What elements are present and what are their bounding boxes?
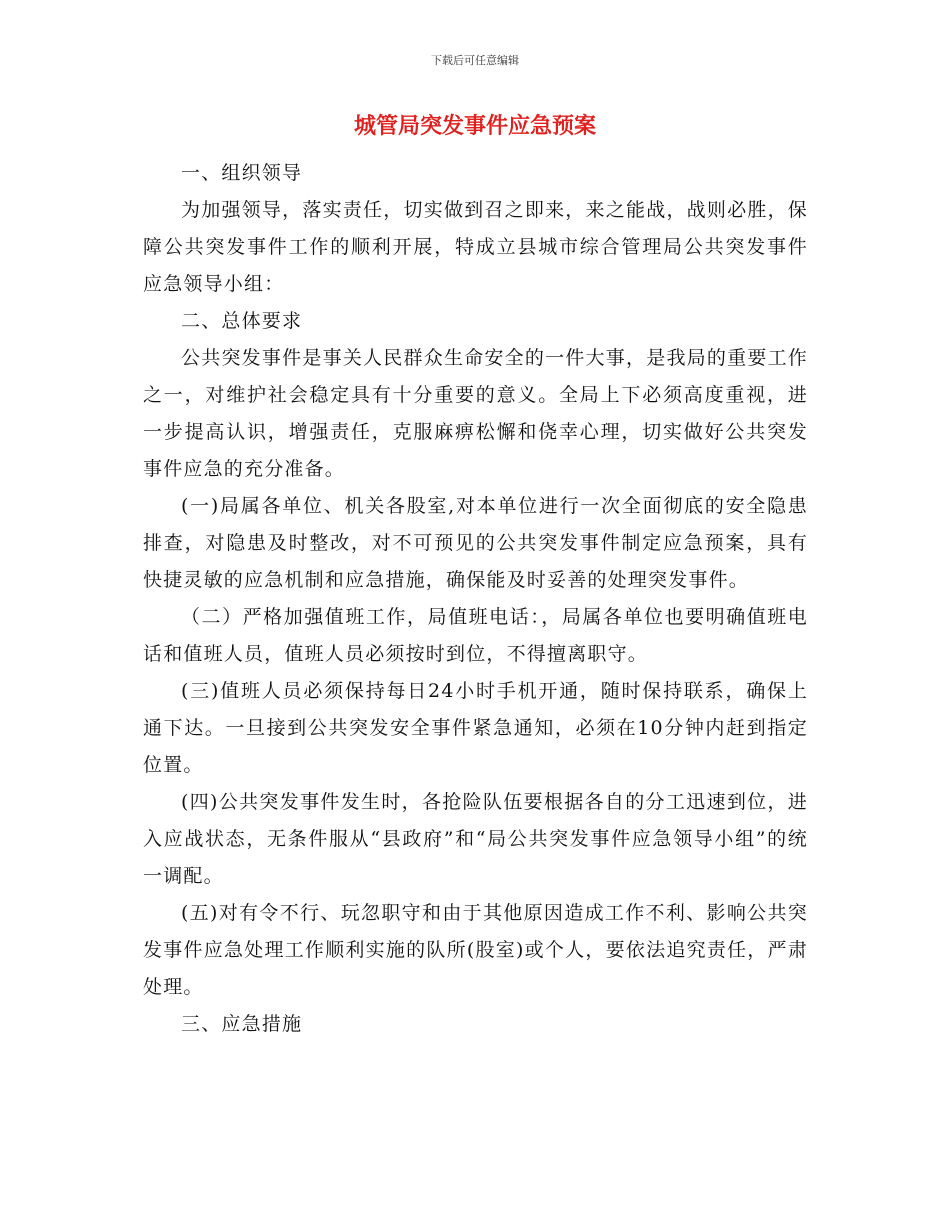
section-heading-organization: 一、组织领导 [181,162,303,184]
paragraph-item-4: (四)公共突发事件发生时，各抢险队伍要根据各自的分工迅速到位，进入应战状态，无条件服从“县政府”和“局公共突发事件应急领导小组”的统一调配。 [143,791,808,887]
section-heading-measures: 三、应急措施 [181,1013,303,1035]
paragraph-organization: 为加强领导，落实责任，切实做到召之即来，来之能战，战则必胜，保障公共突发事件工作的顺利开展，特成立县城市综合管理局公共突发事件应急领导小组： [143,199,808,295]
page-header-note: 下载后可任意编辑 [431,54,519,67]
paragraph-item-3: (三)值班人员必须保持每日24小时手机开通，随时保持联系，确保上通下达。一旦接到公共突发安全事件紧急通知，必须在10分钟内赶到指定位置。 [143,680,808,776]
section-heading-requirements: 二、总体要求 [181,310,303,332]
document-title: 城管局突发事件应急预案 [353,114,596,139]
paragraph-item-2: （二）严格加强值班工作，局值班电话：，局属各单位也要明确值班电话和值班人员，值班人员必须按时到位，不得擅离职守。 [143,606,808,665]
document-body [143,155,808,1043]
paragraph-item-1: (一)局属各单位、机关各股室,对本单位进行一次全面彻底的安全隐患排查，对隐患及时整改，对不可预见的公共突发事件制定应急预案，具有快捷灵敏的应急机制和应急措施，确保能及时妥善的处理突发事件。 [143,495,808,591]
paragraph-requirements: 公共突发事件是事关人民群众生命安全的一件大事，是我局的重要工作之一，对维护社会稳定具有十分重要的意义。全局上下必须高度重视，进一步提高认识，增强责任，克服麻痹松懈和侥幸心理，切实做好公共突发事件应急的充分准备。 [143,347,808,480]
paragraph-item-5: (五)对有令不行、玩忽职守和由于其他原因造成工作不利、影响公共突发事件应急处理工作顺利实施的队所(股室)或个人，要依法追究责任，严肃处理。 [143,902,808,998]
